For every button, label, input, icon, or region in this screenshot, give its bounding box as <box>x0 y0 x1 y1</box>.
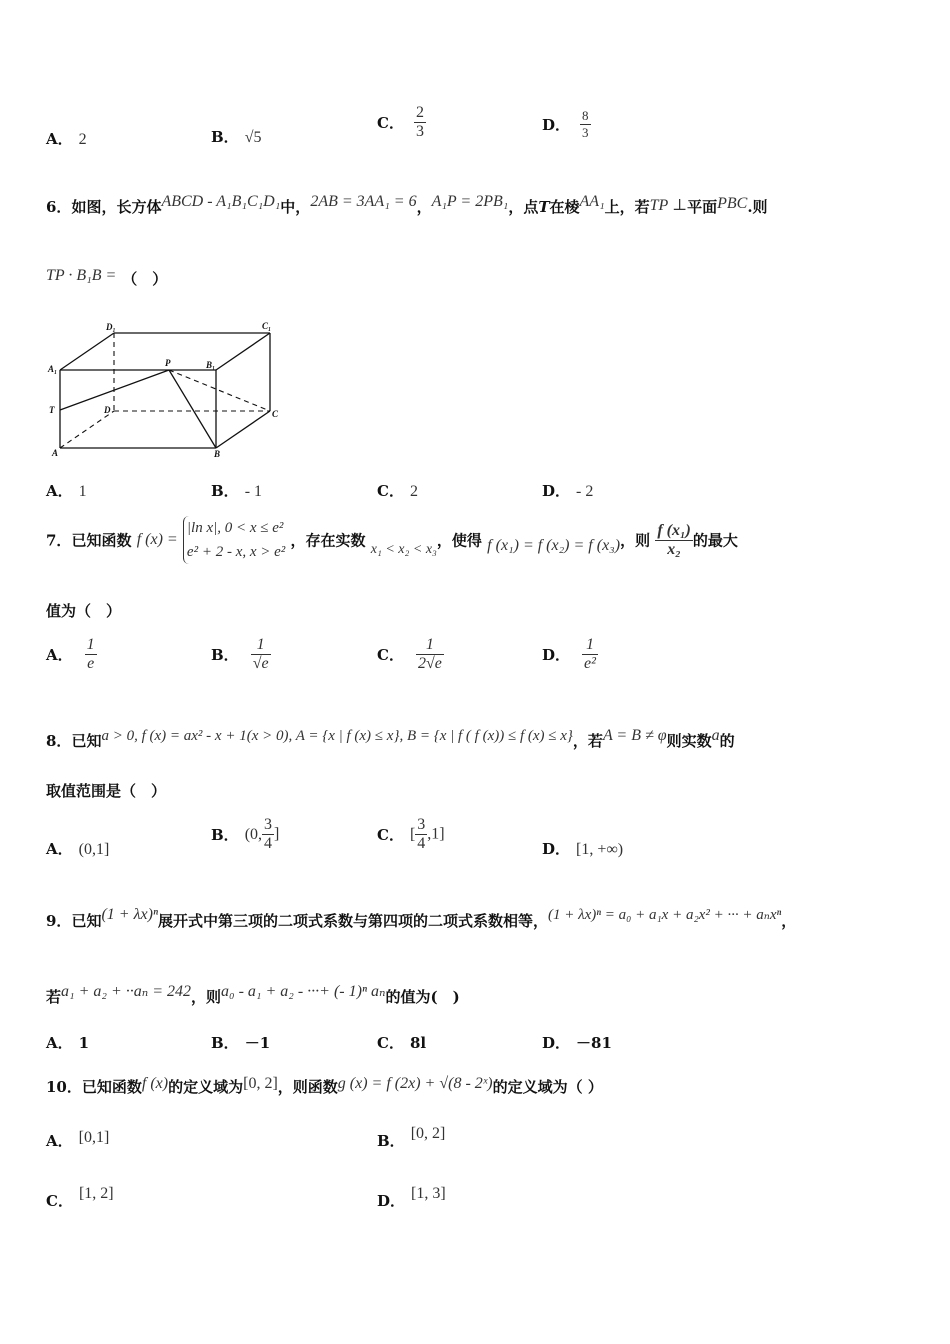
label-b: B <box>214 449 221 459</box>
fraction: $\frac{\text{f (x₁)}}{\text{x₂}}$ <box>657 521 691 558</box>
q10-stem: 10．已知函数f (x)的定义域为[0, 2]，则函数g (x) = f (2x) + √(8 - 2ˣ)的定义域为（ ） <box>46 1075 603 1096</box>
fraction: $\frac{3}{4}$ <box>264 816 273 852</box>
q5-option-c[interactable]: C． $\frac{2}{3}$ <box>377 104 424 140</box>
q6-option-a[interactable]: A． 1 <box>46 482 87 500</box>
label-a1: A₁ <box>48 364 58 374</box>
label-c: C <box>272 409 279 419</box>
cuboid-figure <box>44 318 284 468</box>
q8-stem-line1: 8．已知a > 0, f (x) = ax² - x + 1(x > 0), A = {x | f (x) ≤ x}, B = {x | f ( f (x)) ≤ f (x) ≤ x}，若A = B ≠ φ则实数a的 <box>46 727 735 750</box>
q9-option-d[interactable]: D． －81 <box>542 1034 612 1052</box>
q6-option-c[interactable]: C． 2 <box>377 482 418 500</box>
q6-stem-line1: 6．如图，长方体ABCD - A₁B₁C₁D₁中，2AB = 3AA₁ = 6，A₁P = 2PB₁，点T在棱AA₁上，若TP ⊥平面PBC.则 <box>46 193 768 216</box>
q8-stem-line2: 取值范围是（ ） <box>46 782 167 800</box>
q7-option-b[interactable]: B． $\frac{1}{√e}$ <box>211 636 269 672</box>
q7-option-d[interactable]: D． $\frac{1}{\text{e²}}$ <box>542 636 596 672</box>
q9-option-c[interactable]: C． 8l <box>377 1034 427 1052</box>
fraction: $\frac{1}{2√e}$ <box>417 636 442 672</box>
fraction: $\frac{1}{√e}$ <box>252 636 269 672</box>
label-d1: D₁ <box>106 322 116 332</box>
q5-option-a[interactable]: A． 2 <box>46 130 87 148</box>
q7-option-a[interactable]: A． $\frac{1}{e}$ <box>46 636 95 672</box>
label-t: T <box>49 405 55 415</box>
q10-option-b[interactable]: B． [0, 2] <box>377 1125 446 1150</box>
label-d: D <box>104 405 111 415</box>
q10-option-a[interactable]: A． [0,1] <box>46 1129 110 1150</box>
q10-option-c[interactable]: C． [1, 2] <box>46 1185 114 1210</box>
label-p: P <box>165 358 171 368</box>
q7-stem-line1: 7．已知函数 f (x) = |ln x|, 0 < x ≤ e² e² + 2 - x, x > e² ，存在实数 x₁ < x₂ < x₃，使得 f (x₁) = f (x₂) = f (x₃)，则 $\frac{\text{f (x₁)}}{\text{x₂}}$ 的最大 <box>46 516 738 564</box>
fraction: $\frac{1}{\text{e²}}$ <box>584 636 596 672</box>
fraction: $\frac{1}{e}$ <box>86 636 95 672</box>
q9-stem-line2: 若a₁ + a₂ + ··aₙ = 242，则a₀ - a₁ + a₂ - ···+ (- 1)ⁿ aₙ的值为( ) <box>46 983 460 1006</box>
q5-option-b[interactable]: B． √5 <box>211 128 262 146</box>
label-a: A <box>52 448 59 458</box>
label-b1: B₁ <box>206 360 216 370</box>
label-c1: C₁ <box>262 321 272 331</box>
q9-option-b[interactable]: B． －1 <box>211 1034 271 1052</box>
q8-option-a[interactable]: A． (0,1] <box>46 840 110 858</box>
piecewise-cases: |ln x|, 0 < x ≤ e² e² + 2 - x, x > e² <box>183 516 285 564</box>
q8-option-d[interactable]: D． [1, +∞) <box>542 840 624 858</box>
q9-stem-line1: 9．已知(1 + λx)ⁿ展开式中第三项的二项式系数与第四项的二项式系数相等，(1 + λx)ⁿ = a₀ + a₁x + a₂x² + ··· + aₙxⁿ， <box>46 906 797 930</box>
q9-option-a[interactable]: A． 1 <box>46 1034 90 1052</box>
q5-option-d[interactable]: D． $\frac{8}{3}$ <box>542 108 589 140</box>
q6-option-b[interactable]: B． - 1 <box>211 482 263 500</box>
q8-option-b[interactable]: B． (0, $\frac{3}{4}$ ] <box>211 816 280 852</box>
q7-option-c[interactable]: C． $\frac{1}{2√e}$ <box>377 636 442 672</box>
q10-option-d[interactable]: D． [1, 3] <box>377 1185 446 1210</box>
q6-option-d[interactable]: D． - 2 <box>542 482 594 500</box>
q7-stem-line2: 值为（ ） <box>46 602 122 620</box>
q8-option-c[interactable]: C． [ $\frac{3}{4}$ ,1] <box>377 816 445 852</box>
q6-stem-line2: TP · B₁B = （ ） <box>46 267 168 288</box>
fraction: $\frac{8}{3}$ <box>582 108 589 140</box>
fraction: $\frac{3}{4}$ <box>417 816 426 852</box>
fraction: $\frac{2}{3}$ <box>415 104 424 140</box>
